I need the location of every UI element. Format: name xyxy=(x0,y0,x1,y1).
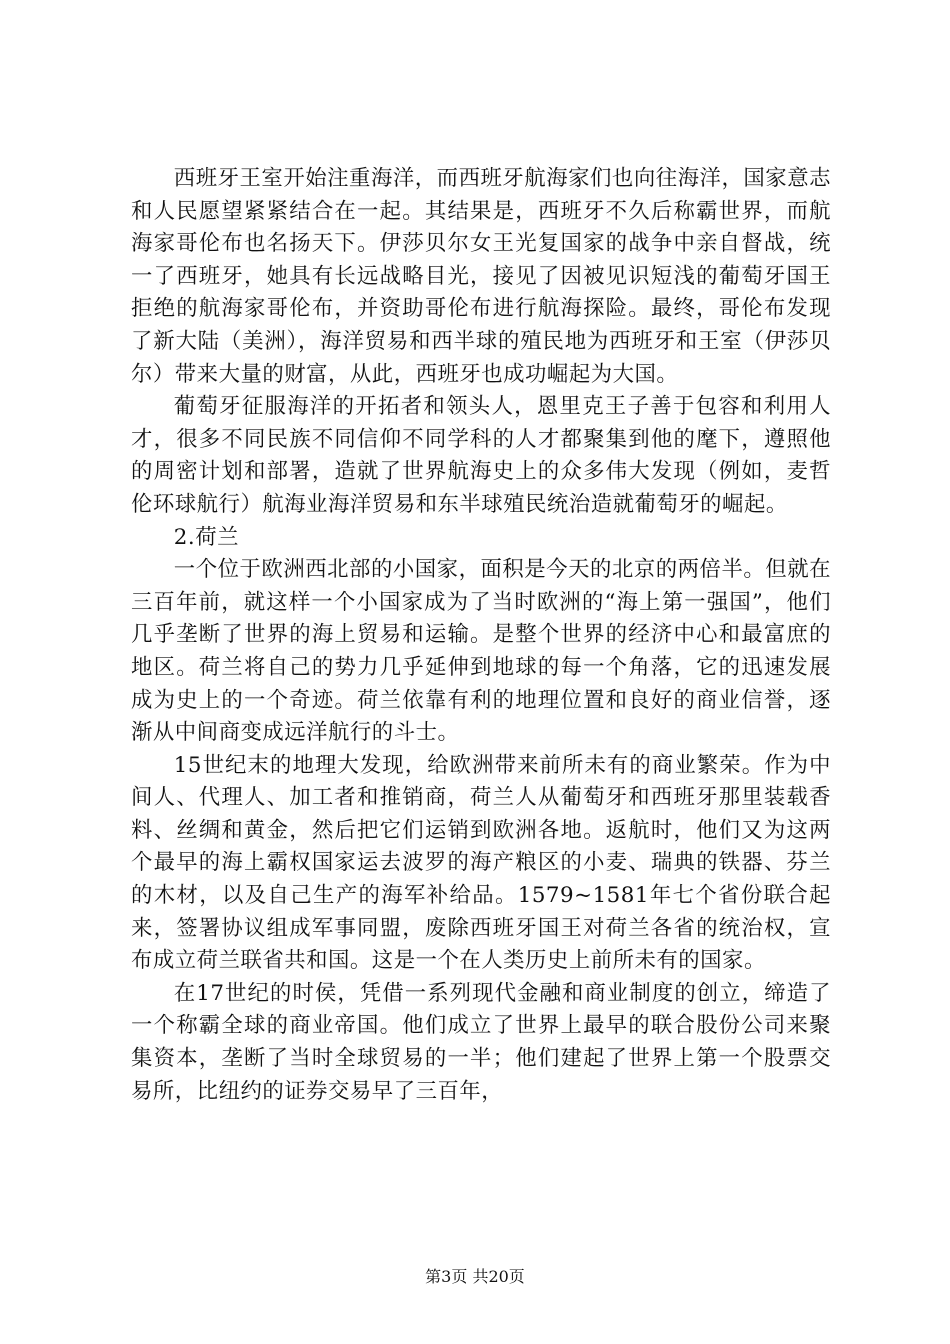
paragraph-netherlands-intro: 一个位于欧洲西北部的小国家，面积是今天的北京的两倍半。但就在三百年前，就这样一个小国家成为了当时欧洲的“海上第一强国”，他们几乎垄断了世界的海上贸易和运输。是整个世界的经济中心和最富庶的地区。荷兰将自己的势力几乎延伸到地球的每一个角落，它的迅速发展成为史上的一个奇迹。荷兰依靠有利的地理位置和良好的商业信誉，逐渐从中间商变成远洋航行的斗士。 xyxy=(131,557,831,746)
section-heading-netherlands: 2.荷兰 xyxy=(173,524,239,550)
document-body xyxy=(131,163,831,1108)
page-footer xyxy=(0,1267,950,1287)
paragraph-netherlands-trade: 15世纪末的地理大发现，给欧洲带来前所未有的商业繁荣。作为中间人、代理人、加工者和推销商，荷兰人从葡萄牙和西班牙那里装载香料、丝绸和黄金，然后把它们运销到欧洲各地。返航时，他们又为这两个最早的海上霸权国家运去波罗的海产粮区的小麦、瑞典的铁器、芬兰的木材，以及自己生产的海军补给品。1579~1581年七个省份联合起来，签署协议组成军事同盟，废除西班牙国王对荷兰各省的统治权，宣布成立荷兰联省共和国。这是一个在人类历史上前所未有的国家。 xyxy=(131,752,831,974)
paragraph-spain: 西班牙王室开始注重海洋，而西班牙航海家们也向往海洋，国家意志和人民愿望紧紧结合在一起。其结果是，西班牙不久后称霸世界，而航海家哥伦布也名扬天下。伊莎贝尔女王光复国家的战争中亲自督战，统一了西班牙，她具有长远战略目光，接见了因被见识短浅的葡萄牙国王拒绝的航海家哥伦布，并资助哥伦布进行航海探险。最终，哥伦布发现了新大陆（美洲），海洋贸易和西半球的殖民地为西班牙和王室（伊莎贝尔）带来大量的财富，从此，西班牙也成功崛起为大国。 xyxy=(131,166,831,387)
paragraph-netherlands-17th-century: 在17世纪的时侯，凭借一系列现代金融和商业制度的创立，缔造了一个称霸全球的商业帝国。他们成立了世界上最早的联合股份公司来聚集资本，垄断了当时全球贸易的一半；他们建起了世界上第一个股票交易所，比纽约的证券交易早了三百年， xyxy=(131,980,831,1104)
page-number-label: 第3页 共20页 xyxy=(425,1267,525,1286)
paragraph-portugal: 葡萄牙征服海洋的开拓者和领头人，恩里克王子善于包容和利用人才，很多不同民族不同信仰不同学科的人才都聚集到他的麾下，遵照他的周密计划和部署，造就了世界航海史上的众多伟大发现（例如，麦哲伦环球航行）航海业海洋贸易和东半球殖民统治造就葡萄牙的崛起。 xyxy=(131,394,831,517)
